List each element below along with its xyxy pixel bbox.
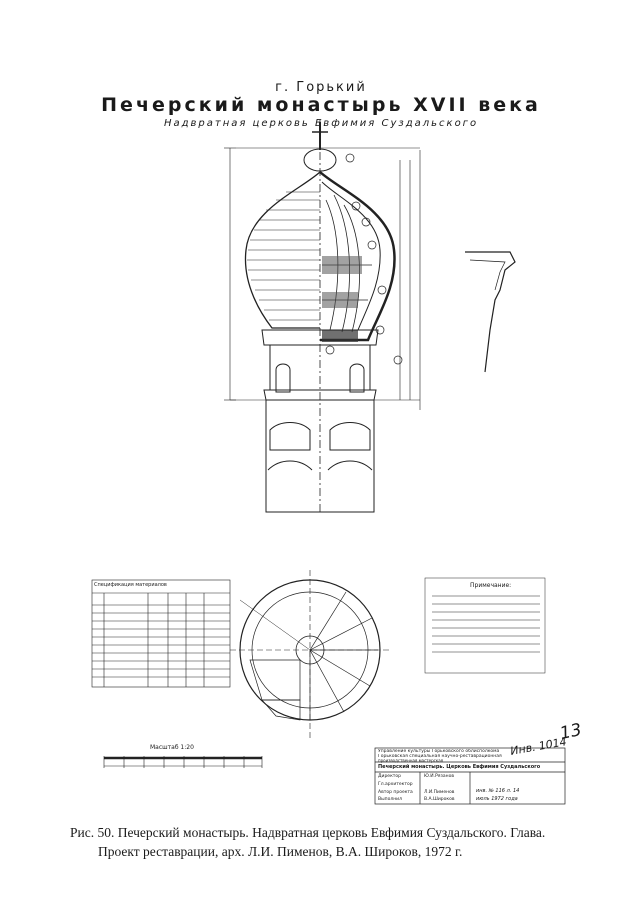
drawing-title-sub: Надвратная церковь Евфимия Суздальского bbox=[163, 118, 479, 129]
figure-caption-line-2: Проект реставрации, арх. Л.И. Пименов, В.А. Широков, 1972 г. bbox=[98, 844, 463, 859]
dome-plan-drawing bbox=[230, 570, 392, 740]
title-block-org-2: Горьковская специальная научно-реставрационная bbox=[378, 754, 502, 759]
figure-caption-line-1: Рис. 50. Печерский монастырь. Надвратная церковь Евфимия Суздальского. Глава. bbox=[70, 825, 546, 840]
spec-table bbox=[92, 580, 230, 687]
drawing-title-main: Печерский монастырь XVII века bbox=[101, 94, 541, 116]
spec-table-heading: Спецификация материалов bbox=[94, 582, 167, 588]
title-block-project: Печерский монастырь. Церковь Евфимия Суздальского bbox=[378, 764, 541, 770]
title-block-role-1: Директор bbox=[378, 774, 402, 779]
sheet-number-stamp: 13 bbox=[558, 719, 584, 745]
title-block-role-4: Выполнил bbox=[378, 797, 402, 802]
title-block-name-1: Ю.И.Рязанов bbox=[424, 774, 455, 779]
title-block-org-1: Управление культуры Горьковского облисполкома bbox=[378, 749, 500, 754]
notes-box bbox=[425, 578, 545, 673]
title-block-role-2: Гл.архитектор bbox=[378, 782, 413, 787]
title-block-year: июль 1972 года bbox=[476, 796, 518, 802]
title-block-name-4: В.А.Широков bbox=[424, 797, 455, 802]
title-block-org-3: производственная мастерская bbox=[378, 758, 444, 763]
inventory-stamp: Инв. 1014 bbox=[509, 735, 568, 758]
notes-heading: Примечание: bbox=[470, 582, 512, 589]
title-block-sheet-no: инв. № 116 л. 14 bbox=[476, 788, 520, 794]
drawing-title-city: г. Горький bbox=[275, 80, 367, 95]
scale-bar bbox=[104, 756, 262, 768]
figure-caption bbox=[70, 823, 590, 861]
scale-bar-label: Масштаб 1:20 bbox=[150, 744, 194, 751]
title-block-name-3: Л.И.Пименов bbox=[424, 790, 455, 795]
title-block-role-3: Автор проекта bbox=[378, 790, 413, 795]
